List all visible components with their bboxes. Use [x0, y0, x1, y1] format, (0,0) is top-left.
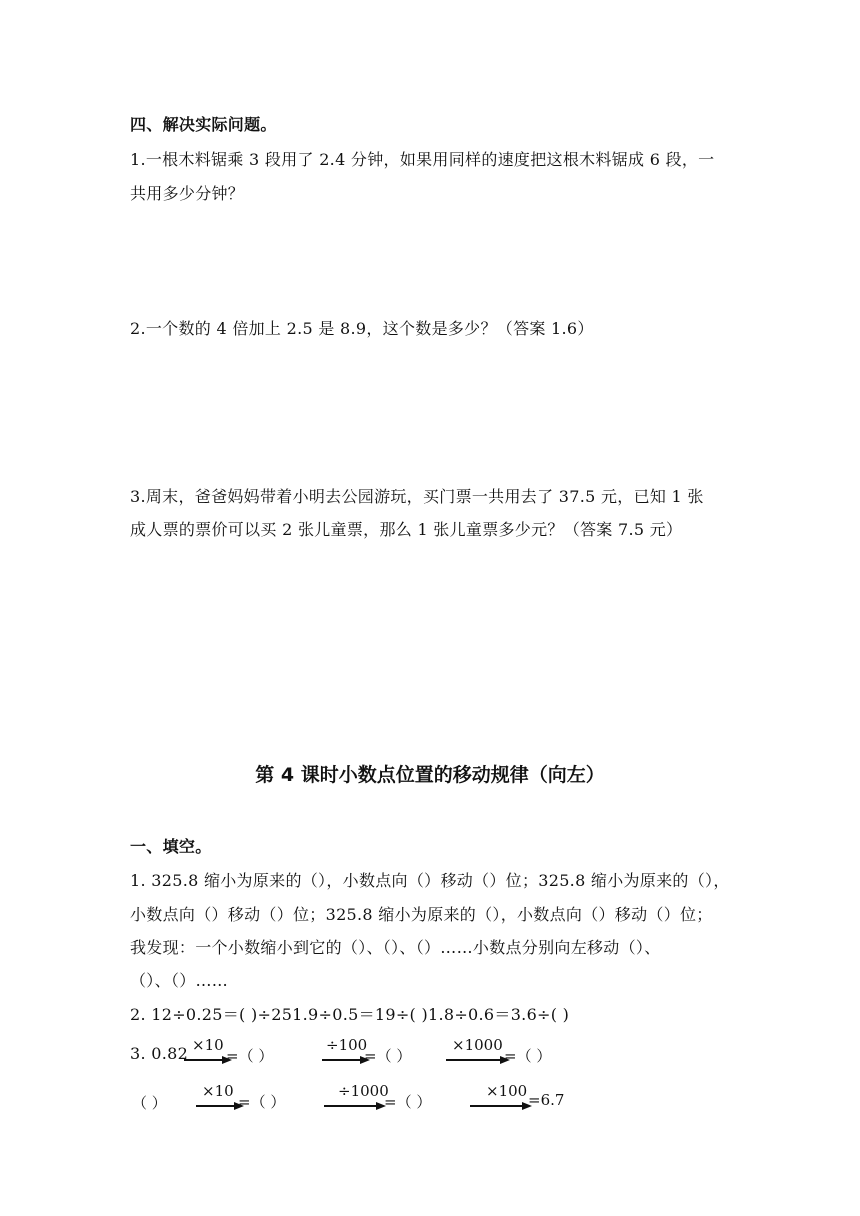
fill-in-heading: 一、填空。	[130, 837, 212, 856]
answer-blank: =（ ）	[384, 1093, 432, 1111]
arrow-operation: ×1000	[452, 1036, 503, 1054]
answer-blank: =（ ）	[238, 1093, 286, 1111]
lesson-title: 第 4 课时小数点位置的移动规律（向左）	[255, 764, 605, 786]
right-arrow-icon	[446, 1055, 512, 1065]
answer-blank: =（ ）	[504, 1047, 552, 1065]
right-arrow-icon	[470, 1101, 534, 1111]
arrow-operation: ×100	[486, 1082, 528, 1100]
section-heading-4: 四、解决实际问题。	[130, 115, 277, 134]
fill-3-row-2-start: （ ）	[132, 1094, 167, 1112]
arrow-operation: ×10	[202, 1082, 234, 1100]
question-1-line-1: 1.一根木料锯乘 3 段用了 2.4 分钟，如果用同样的速度把这根木料锯成 6 段，一	[130, 150, 715, 169]
question-2: 2.一个数的 4 倍加上 2.5 是 8.9，这个数是多少？（答案 1.6）	[130, 319, 594, 338]
answer-blank: =（ ）	[226, 1047, 274, 1065]
fill-2: 2. 12÷0.25＝( )÷251.9÷0.5＝19÷( )1.8÷0.6＝3.6÷( )	[130, 1005, 570, 1024]
fill-3-prefix: 3. 0.82	[130, 1044, 189, 1063]
arrow-operation: ÷1000	[338, 1082, 389, 1100]
fill-1-line-2: 小数点向（）移动（）位；325.8 缩小为原来的（），小数点向（）移动（）位；	[130, 905, 713, 924]
question-1-line-2: 共用多少分钟？	[130, 184, 245, 203]
arrow-operation: ÷100	[326, 1036, 368, 1054]
answer-value: =6.7	[528, 1091, 565, 1109]
fill-1-line-4: （）、（）……	[130, 971, 229, 990]
right-arrow-icon	[324, 1101, 388, 1111]
question-3-line-2: 成人票的票价可以买 2 张儿童票，那么 1 张儿童票多少元？（答案 7.5 元）	[130, 520, 683, 539]
fill-1-line-3: 我发现：一个小数缩小到它的（）、（）、（）……小数点分别向左移动（）、	[130, 938, 661, 957]
answer-blank: =（ ）	[364, 1047, 412, 1065]
question-3-line-1: 3.周末，爸爸妈妈带着小明去公园游玩，买门票一共用去了 37.5 元，已知 1 张	[130, 487, 704, 506]
fill-1-line-1: 1. 325.8 缩小为原来的（），小数点向（）移动（）位；325.8 缩小为原来的（），	[130, 871, 730, 890]
arrow-operation: ×10	[192, 1036, 224, 1054]
